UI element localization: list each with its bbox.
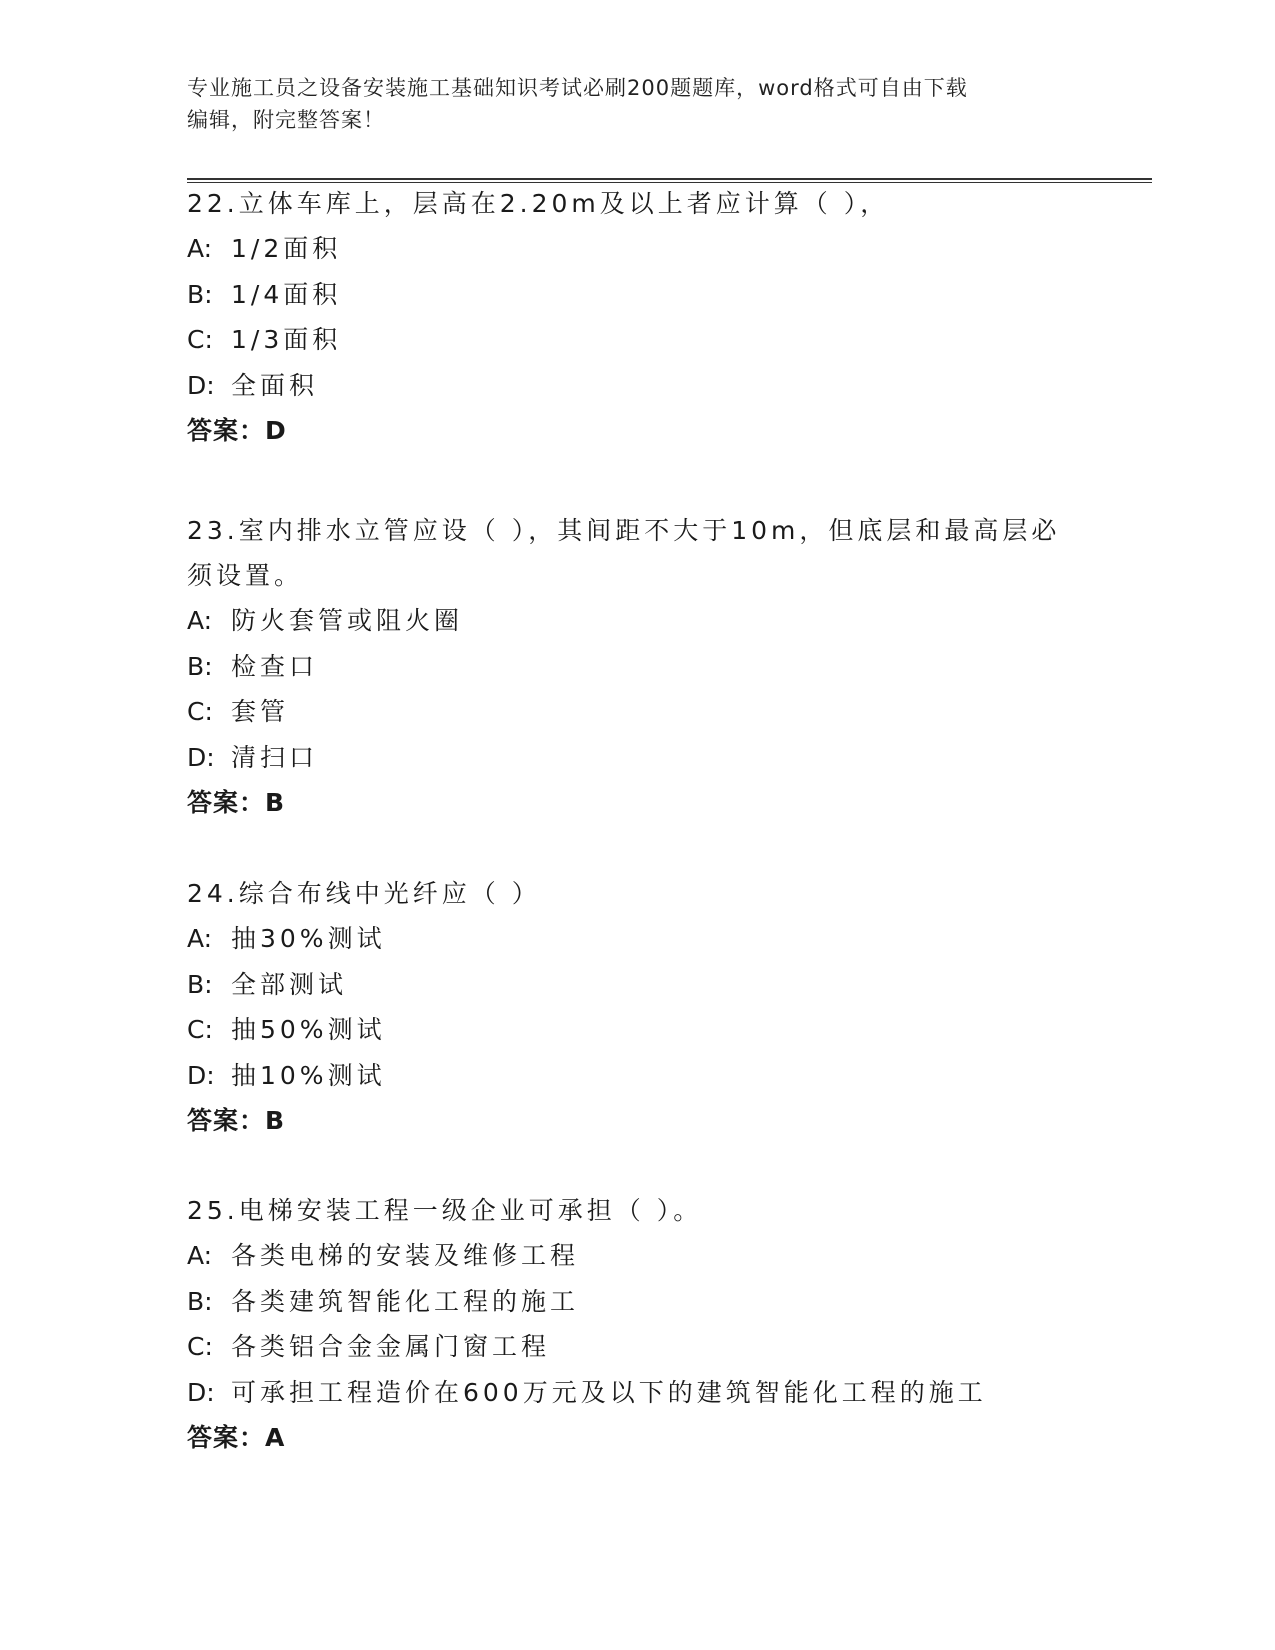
- option-d: [187, 1053, 1087, 1099]
- option-letter: C:: [187, 1332, 213, 1361]
- question-stem: 22.立体车库上，层高在2.20m及以上者应计算（ ），: [187, 189, 890, 218]
- option-letter: A:: [187, 1241, 213, 1270]
- option-a: [187, 1233, 1087, 1279]
- option-text: 全面积: [231, 370, 319, 400]
- question-24: [187, 871, 1087, 1144]
- option-text: 1/2面积: [231, 234, 342, 263]
- question-stem: 25.电梯安装工程一级企业可承担（ ）。: [187, 1196, 703, 1225]
- question-25: [187, 1188, 1087, 1461]
- option-text: 抽10%测试: [231, 1060, 386, 1090]
- option-text: 各类建筑智能化工程的施工: [231, 1286, 580, 1316]
- option-letter: A:: [187, 924, 213, 953]
- option-text: 检查口: [231, 651, 319, 681]
- option-b: [187, 962, 1087, 1008]
- option-c: [187, 689, 1087, 735]
- option-text: 抽30%测试: [231, 924, 386, 953]
- option-a: [187, 916, 1087, 962]
- option-d: [187, 735, 1087, 781]
- answer-label: 答案：D: [187, 416, 287, 445]
- header-title-line-2: 编辑，附完整答案！: [187, 108, 385, 132]
- option-letter: B:: [187, 279, 213, 309]
- answer-label: 答案：A: [187, 1423, 286, 1452]
- option-c: [187, 317, 1087, 363]
- option-text: 防火套管或阻火圈: [231, 606, 464, 635]
- option-letter: D:: [187, 370, 215, 400]
- question-22: [187, 181, 1087, 454]
- option-a: [187, 598, 1087, 644]
- answer-label: 答案：B: [187, 1106, 286, 1135]
- option-letter: D:: [187, 1060, 215, 1090]
- option-c: [187, 1007, 1087, 1053]
- option-text: 可承担工程造价在600万元及以下的建筑智能化工程的施工: [231, 1377, 987, 1407]
- header-title-line-1: 专业施工员之设备安装施工基础知识考试必刷200题题库，word格式可自由下载: [187, 76, 968, 100]
- question-stem: 23.室内排水立管应设（ ），其间距不大于10m，但底层和最高层必须设置。: [187, 516, 1061, 590]
- option-text: 清扫口: [231, 742, 319, 772]
- question-23: [187, 508, 1087, 826]
- option-b: [187, 272, 1087, 318]
- option-b: [187, 1279, 1087, 1325]
- option-letter: C:: [187, 325, 213, 354]
- option-text: 1/3面积: [231, 325, 342, 354]
- answer-label: 答案：B: [187, 788, 286, 817]
- option-d: [187, 363, 1087, 409]
- option-text: 全部测试: [231, 969, 348, 999]
- option-letter: B:: [187, 651, 213, 681]
- option-text: 抽50%测试: [231, 1015, 386, 1044]
- option-text: 1/4面积: [231, 279, 342, 309]
- option-c: [187, 1324, 1087, 1370]
- option-letter: C:: [187, 1015, 213, 1044]
- option-letter: B:: [187, 969, 213, 999]
- option-a: [187, 226, 1087, 272]
- option-text: 各类铝合金金属门窗工程: [231, 1332, 551, 1361]
- document-header: [187, 72, 1067, 136]
- option-letter: B:: [187, 1286, 213, 1316]
- option-letter: A:: [187, 234, 213, 263]
- option-text: 套管: [231, 697, 290, 726]
- option-d: [187, 1370, 1087, 1416]
- option-letter: C:: [187, 697, 213, 726]
- option-letter: A:: [187, 606, 213, 635]
- option-b: [187, 644, 1087, 690]
- question-stem: 24.综合布线中光纤应（ ）: [187, 879, 541, 908]
- option-text: 各类电梯的安装及维修工程: [231, 1241, 580, 1270]
- option-letter: D:: [187, 742, 215, 772]
- option-letter: D:: [187, 1377, 215, 1407]
